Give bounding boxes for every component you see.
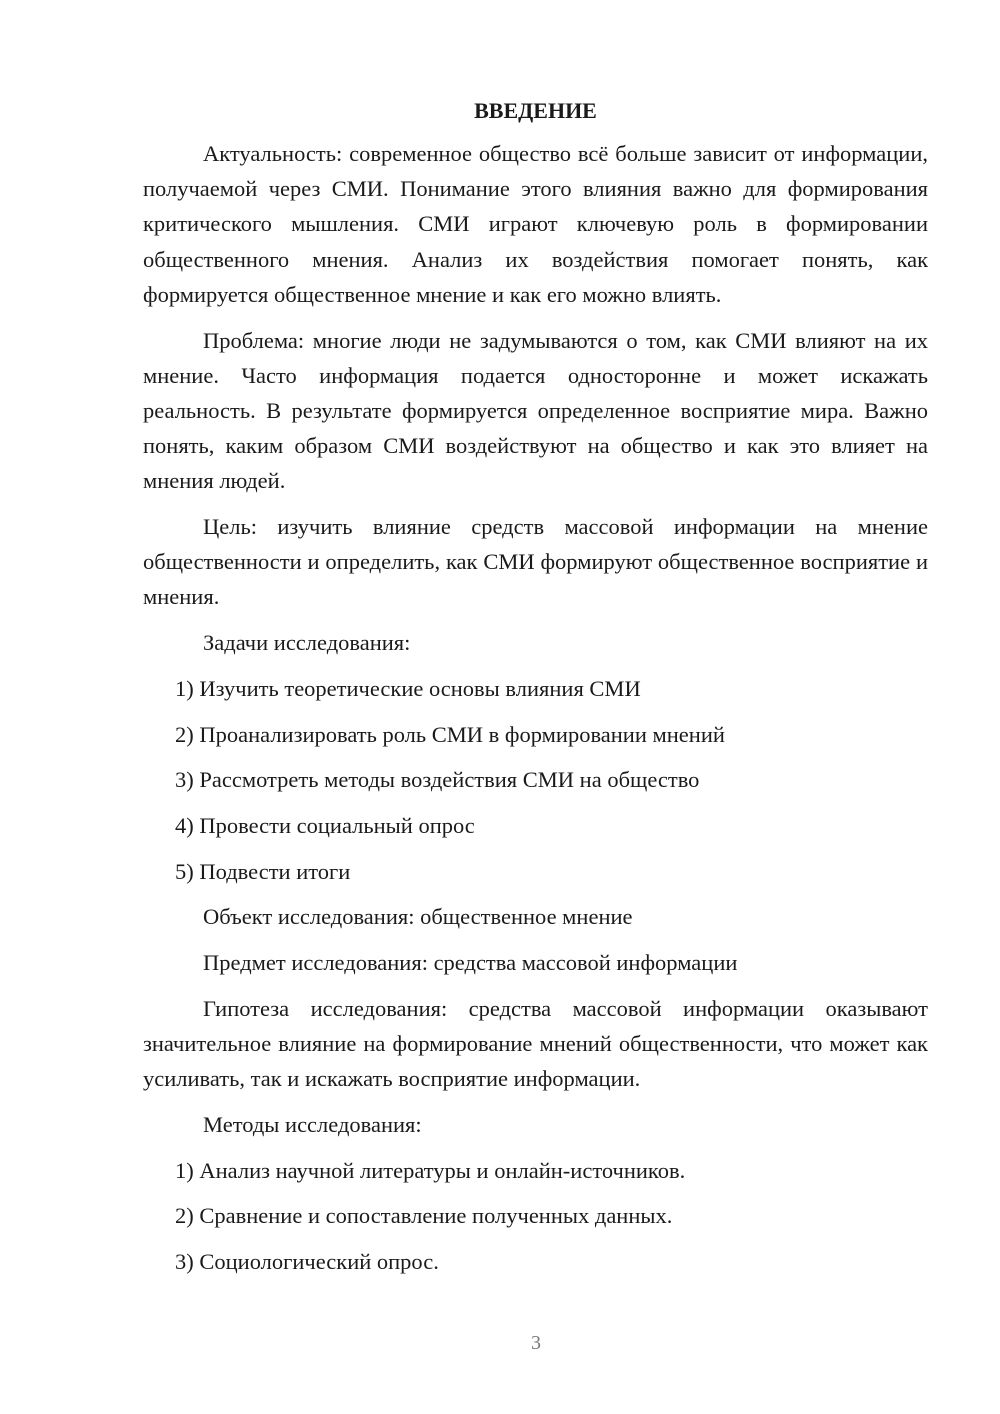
method-item-3: 3) Социологический опрос. (175, 1248, 439, 1274)
page-title: ВВЕДЕНИЕ (474, 98, 597, 123)
methods-heading: Методы исследования: (203, 1111, 422, 1137)
research-subject: Предмет исследования: средства массовой информации (203, 950, 738, 976)
paragraph-hypothesis: Гипотеза исследования: средства массовой информации оказывают значительное влияние на формирование мнений общественности, что может как усиливать, так и искажать восприятие информации. (143, 995, 928, 1092)
task-item-2: 2) Проанализировать роль СМИ в формировании мнений (175, 721, 725, 747)
task-item-5: 5) Подвести итоги (175, 858, 351, 884)
paragraph-goal: Цель: изучить влияние средств массовой информации на мнение общественности и определить, как СМИ формируют общественное восприятие и мнения. (143, 514, 928, 610)
paragraph-problem: Проблема: многие люди не задумываются о том, как СМИ влияют на их мнение. Часто информация подается односторонне и может искажать реальность. В результате формируется определенное восприятие мира. Важно понять, каким образом СМИ воздействуют на общество и как это влияет на мнения людей. (143, 327, 928, 494)
page-number: 3 (531, 1332, 541, 1354)
method-item-1: 1) Анализ научной литературы и онлайн-источников. (175, 1157, 686, 1183)
task-item-1: 1) Изучить теоретические основы влияния СМИ (175, 675, 641, 701)
research-object: Объект исследования: общественное мнение (203, 904, 633, 930)
method-item-2: 2) Сравнение и сопоставление полученных данных. (175, 1203, 673, 1229)
paragraph-relevance: Актуальность: современное общество всё больше зависит от информации, получаемой через СМИ. Понимание этого влияния важно для формирования критического мышления. СМИ играют ключевую роль в формировании общественного мнения. Анализ их воздействия помогает понять, как формируется общественное мнение и как его можно влиять. (143, 141, 928, 307)
task-item-4: 4) Провести социальный опрос (175, 812, 475, 838)
document-page (143, 94, 928, 1290)
task-item-3: 3) Рассмотреть методы воздействия СМИ на общество (175, 767, 700, 793)
tasks-heading: Задачи исследования: (203, 630, 411, 656)
